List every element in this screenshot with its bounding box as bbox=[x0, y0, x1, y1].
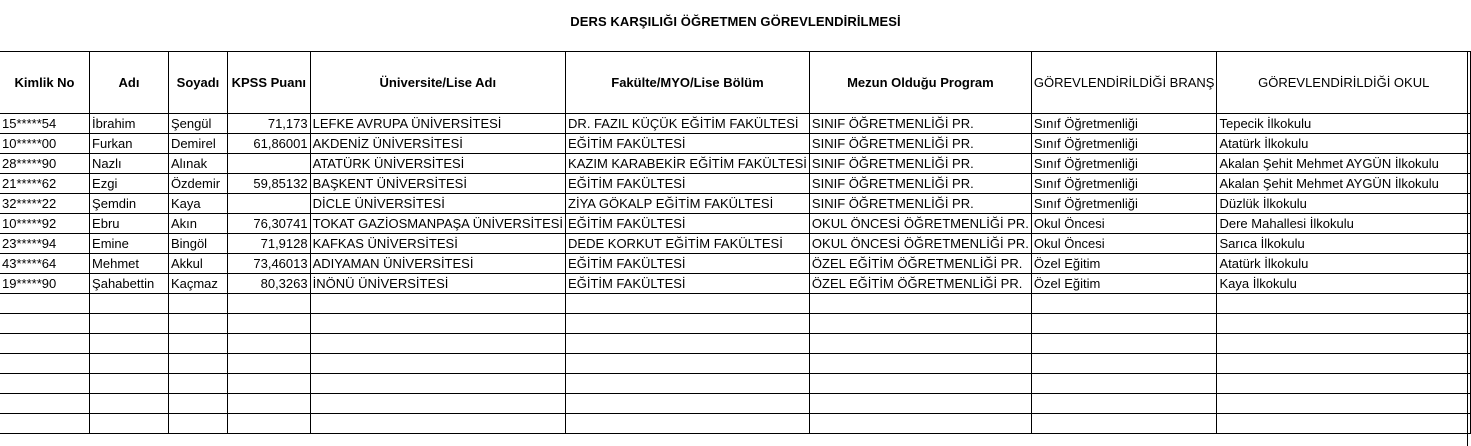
empty-cell[interactable] bbox=[0, 394, 90, 414]
empty-cell[interactable] bbox=[310, 314, 565, 334]
empty-cell[interactable] bbox=[566, 334, 810, 354]
kimlik-no-cell[interactable]: 15*****54 bbox=[0, 114, 90, 134]
soyadi-cell[interactable]: Kaçmaz bbox=[168, 274, 227, 294]
soyadi-cell[interactable]: Bingöl bbox=[168, 234, 227, 254]
empty-cell[interactable] bbox=[1031, 354, 1217, 374]
table-row bbox=[0, 354, 1471, 374]
empty-cell[interactable] bbox=[90, 354, 169, 374]
empty-cell[interactable] bbox=[90, 414, 169, 434]
adi-cell[interactable]: İbrahim bbox=[90, 114, 169, 134]
okul-cell[interactable]: Atatürk İlkokulu bbox=[1217, 254, 1471, 274]
empty-cell[interactable] bbox=[168, 354, 227, 374]
sheet-title: DERS KARŞILIĞI ÖĞRETMEN GÖREVLENDİRİLMESİ bbox=[570, 14, 901, 29]
assignment-table bbox=[0, 51, 1471, 434]
fakulte-cell[interactable]: ZİYA GÖKALP EĞİTİM FAKÜLTESİ bbox=[566, 194, 810, 214]
empty-cell[interactable] bbox=[0, 354, 90, 374]
empty-cell[interactable] bbox=[1031, 374, 1217, 394]
fakulte-cell[interactable]: KAZIM KARABEKİR EĞİTİM FAKÜLTESİ bbox=[566, 154, 810, 174]
empty-cell[interactable] bbox=[310, 294, 565, 314]
empty-cell[interactable] bbox=[566, 294, 810, 314]
table-row bbox=[0, 414, 1471, 434]
brans-cell[interactable]: Sınıf Öğretmenliği bbox=[1031, 154, 1217, 174]
empty-cell[interactable] bbox=[0, 414, 90, 434]
universite-cell[interactable]: ATATÜRK ÜNİVERSİTESİ bbox=[310, 154, 565, 174]
kimlik-no-cell[interactable]: 23*****94 bbox=[0, 234, 90, 254]
empty-cell[interactable] bbox=[310, 374, 565, 394]
empty-cell[interactable] bbox=[1031, 334, 1217, 354]
table-row bbox=[0, 394, 1471, 414]
empty-cell[interactable] bbox=[168, 394, 227, 414]
fakulte-cell[interactable]: EĞİTİM FAKÜLTESİ bbox=[566, 274, 810, 294]
universite-cell[interactable]: LEFKE AVRUPA ÜNİVERSİTESİ bbox=[310, 114, 565, 134]
fakulte-cell[interactable]: DR. FAZIL KÜÇÜK EĞİTİM FAKÜLTESİ bbox=[566, 114, 810, 134]
empty-cell[interactable] bbox=[1217, 354, 1471, 374]
empty-cell[interactable] bbox=[1217, 334, 1471, 354]
program-cell[interactable]: SINIF ÖĞRETMENLİĞİ PR. bbox=[809, 174, 1031, 194]
empty-cell[interactable] bbox=[1031, 394, 1217, 414]
okul-cell[interactable]: Akalan Şehit Mehmet AYGÜN İlkokulu bbox=[1217, 174, 1471, 194]
header-fakulte[interactable]: Fakülte/MYO/Lise Bölüm bbox=[566, 52, 810, 114]
kpss-puani-cell[interactable] bbox=[228, 154, 311, 174]
table-row bbox=[0, 274, 1471, 294]
empty-cell[interactable] bbox=[809, 394, 1031, 414]
universite-cell[interactable]: ADIYAMAN ÜNİVERSİTESİ bbox=[310, 254, 565, 274]
program-cell[interactable]: OKUL ÖNCESİ ÖĞRETMENLİĞİ PR. bbox=[809, 234, 1031, 254]
empty-cell[interactable] bbox=[310, 414, 565, 434]
empty-cell[interactable] bbox=[228, 294, 311, 314]
brans-cell[interactable]: Okul Öncesi bbox=[1031, 234, 1217, 254]
empty-cell[interactable] bbox=[310, 334, 565, 354]
okul-cell[interactable]: Düzlük İlkokulu bbox=[1217, 194, 1471, 214]
universite-cell[interactable]: BAŞKENT ÜNİVERSİTESİ bbox=[310, 174, 565, 194]
brans-cell[interactable]: Özel Eğitim bbox=[1031, 254, 1217, 274]
adi-cell[interactable]: Ebru bbox=[90, 214, 169, 234]
adi-cell[interactable]: Ezgi bbox=[90, 174, 169, 194]
kimlik-no-cell[interactable]: 21*****62 bbox=[0, 174, 90, 194]
universite-cell[interactable]: AKDENİZ ÜNİVERSİTESİ bbox=[310, 134, 565, 154]
brans-cell[interactable]: Okul Öncesi bbox=[1031, 214, 1217, 234]
empty-cell[interactable] bbox=[168, 334, 227, 354]
empty-cell[interactable] bbox=[90, 334, 169, 354]
header-okul[interactable]: GÖREVLENDİRİLDİĞİ OKUL bbox=[1217, 52, 1471, 114]
empty-cell[interactable] bbox=[1217, 294, 1471, 314]
kimlik-no-cell[interactable]: 10*****00 bbox=[0, 134, 90, 154]
empty-cell[interactable] bbox=[809, 314, 1031, 334]
empty-cell[interactable] bbox=[809, 334, 1031, 354]
empty-cell[interactable] bbox=[228, 374, 311, 394]
program-cell[interactable]: SINIF ÖĞRETMENLİĞİ PR. bbox=[809, 134, 1031, 154]
empty-cell[interactable] bbox=[566, 314, 810, 334]
table-row bbox=[0, 294, 1471, 314]
fakulte-cell[interactable]: DEDE KORKUT EĞİTİM FAKÜLTESİ bbox=[566, 234, 810, 254]
okul-cell[interactable]: Atatürk İlkokulu bbox=[1217, 134, 1471, 154]
kimlik-no-cell[interactable]: 10*****92 bbox=[0, 214, 90, 234]
empty-cell[interactable] bbox=[1217, 394, 1471, 414]
soyadi-cell[interactable]: Akın bbox=[168, 214, 227, 234]
header-row bbox=[0, 52, 1471, 114]
okul-cell[interactable]: Tepecik İlkokulu bbox=[1217, 114, 1471, 134]
adi-cell[interactable]: Nazlı bbox=[90, 154, 169, 174]
soyadi-cell[interactable]: Şengül bbox=[168, 114, 227, 134]
empty-cell[interactable] bbox=[90, 374, 169, 394]
program-cell[interactable]: SINIF ÖĞRETMENLİĞİ PR. bbox=[809, 154, 1031, 174]
brans-cell[interactable]: Sınıf Öğretmenliği bbox=[1031, 134, 1217, 154]
empty-cell[interactable] bbox=[566, 374, 810, 394]
kpss-puani-cell[interactable]: 71,9128 bbox=[228, 234, 311, 254]
kimlik-no-cell[interactable]: 43*****64 bbox=[0, 254, 90, 274]
soyadi-cell[interactable]: Kaya bbox=[168, 194, 227, 214]
empty-cell[interactable] bbox=[90, 394, 169, 414]
soyadi-cell[interactable]: Demirel bbox=[168, 134, 227, 154]
empty-cell[interactable] bbox=[809, 354, 1031, 374]
next-column-edge bbox=[1467, 51, 1471, 446]
soyadi-cell[interactable]: Akkul bbox=[168, 254, 227, 274]
empty-cell[interactable] bbox=[228, 394, 311, 414]
empty-cell[interactable] bbox=[809, 414, 1031, 434]
empty-cell[interactable] bbox=[0, 314, 90, 334]
kpss-puani-cell[interactable]: 59,85132 bbox=[228, 174, 311, 194]
empty-cell[interactable] bbox=[809, 374, 1031, 394]
header-brans[interactable]: GÖREVLENDİRİLDİĞİ BRANŞ bbox=[1031, 52, 1217, 114]
empty-cell[interactable] bbox=[566, 414, 810, 434]
kimlik-no-cell[interactable]: 19*****90 bbox=[0, 274, 90, 294]
brans-cell[interactable]: Özel Eğitim bbox=[1031, 274, 1217, 294]
okul-cell[interactable]: Dere Mahallesi İlkokulu bbox=[1217, 214, 1471, 234]
soyadi-cell[interactable]: Özdemir bbox=[168, 174, 227, 194]
kpss-puani-cell[interactable]: 76,30741 bbox=[228, 214, 311, 234]
empty-cell[interactable] bbox=[1217, 374, 1471, 394]
kpss-puani-cell[interactable]: 71,173 bbox=[228, 114, 311, 134]
empty-cell[interactable] bbox=[168, 374, 227, 394]
empty-cell[interactable] bbox=[90, 314, 169, 334]
adi-cell[interactable]: Emine bbox=[90, 234, 169, 254]
adi-cell[interactable]: Şahabettin bbox=[90, 274, 169, 294]
empty-cell[interactable] bbox=[1217, 414, 1471, 434]
empty-cell[interactable] bbox=[566, 354, 810, 374]
header-kimlik-no[interactable]: Kimlik No bbox=[0, 52, 90, 114]
header-mezun-program[interactable]: Mezun Olduğu Program bbox=[809, 52, 1031, 114]
empty-cell[interactable] bbox=[1031, 314, 1217, 334]
kpss-puani-cell[interactable] bbox=[228, 194, 311, 214]
adi-cell[interactable]: Furkan bbox=[90, 134, 169, 154]
empty-cell[interactable] bbox=[310, 394, 565, 414]
fakulte-cell[interactable]: EĞİTİM FAKÜLTESİ bbox=[566, 214, 810, 234]
table-row bbox=[0, 134, 1471, 154]
program-cell[interactable]: OKUL ÖNCESİ ÖĞRETMENLİĞİ PR. bbox=[809, 214, 1031, 234]
empty-cell[interactable] bbox=[168, 314, 227, 334]
program-cell[interactable]: SINIF ÖĞRETMENLİĞİ PR. bbox=[809, 114, 1031, 134]
empty-cell[interactable] bbox=[168, 294, 227, 314]
universite-cell[interactable]: DİCLE ÜNİVERSİTESİ bbox=[310, 194, 565, 214]
brans-cell[interactable]: Sınıf Öğretmenliği bbox=[1031, 194, 1217, 214]
header-universite[interactable]: Üniversite/Lise Adı bbox=[310, 52, 565, 114]
table-row bbox=[0, 254, 1471, 274]
table-row bbox=[0, 314, 1471, 334]
table-row bbox=[0, 334, 1471, 354]
empty-cell[interactable] bbox=[566, 394, 810, 414]
fakulte-cell[interactable]: EĞİTİM FAKÜLTESİ bbox=[566, 174, 810, 194]
table-row bbox=[0, 174, 1471, 194]
header-kpss-puani[interactable]: KPSS Puanı bbox=[228, 52, 311, 114]
table-row bbox=[0, 154, 1471, 174]
empty-cell[interactable] bbox=[228, 414, 311, 434]
kpss-puani-cell[interactable]: 73,46013 bbox=[228, 254, 311, 274]
okul-cell[interactable]: Kaya İlkokulu bbox=[1217, 274, 1471, 294]
empty-cell[interactable] bbox=[90, 294, 169, 314]
empty-cell[interactable] bbox=[1031, 294, 1217, 314]
empty-cell[interactable] bbox=[1217, 314, 1471, 334]
fakulte-cell[interactable]: EĞİTİM FAKÜLTESİ bbox=[566, 134, 810, 154]
empty-cell[interactable] bbox=[168, 414, 227, 434]
table-row bbox=[0, 194, 1471, 214]
table-row bbox=[0, 234, 1471, 254]
header-soyadi[interactable]: Soyadı bbox=[168, 52, 227, 114]
universite-cell[interactable]: KAFKAS ÜNİVERSİTESİ bbox=[310, 234, 565, 254]
empty-cell[interactable] bbox=[0, 294, 90, 314]
empty-cell[interactable] bbox=[228, 354, 311, 374]
table-row bbox=[0, 374, 1471, 394]
okul-cell[interactable]: Akalan Şehit Mehmet AYGÜN İlkokulu bbox=[1217, 154, 1471, 174]
fakulte-cell[interactable]: EĞİTİM FAKÜLTESİ bbox=[566, 254, 810, 274]
adi-cell[interactable]: Mehmet bbox=[90, 254, 169, 274]
header-adi[interactable]: Adı bbox=[90, 52, 169, 114]
soyadi-cell[interactable]: Alınak bbox=[168, 154, 227, 174]
empty-cell[interactable] bbox=[228, 314, 311, 334]
kpss-puani-cell[interactable]: 61,86001 bbox=[228, 134, 311, 154]
universite-cell[interactable]: İNÖNÜ ÜNİVERSİTESİ bbox=[310, 274, 565, 294]
table-row bbox=[0, 214, 1471, 234]
program-cell[interactable]: ÖZEL EĞİTİM ÖĞRETMENLİĞİ PR. bbox=[809, 274, 1031, 294]
empty-cell[interactable] bbox=[0, 334, 90, 354]
empty-cell[interactable] bbox=[809, 294, 1031, 314]
brans-cell[interactable]: Sınıf Öğretmenliği bbox=[1031, 114, 1217, 134]
brans-cell[interactable]: Sınıf Öğretmenliği bbox=[1031, 174, 1217, 194]
empty-cell[interactable] bbox=[0, 374, 90, 394]
empty-cell[interactable] bbox=[310, 354, 565, 374]
okul-cell[interactable]: Sarıca İlkokulu bbox=[1217, 234, 1471, 254]
kpss-puani-cell[interactable]: 80,3263 bbox=[228, 274, 311, 294]
adi-cell[interactable]: Şemdin bbox=[90, 194, 169, 214]
table-row bbox=[0, 114, 1471, 134]
kimlik-no-cell[interactable]: 32*****22 bbox=[0, 194, 90, 214]
empty-cell[interactable] bbox=[1031, 414, 1217, 434]
universite-cell[interactable]: TOKAT GAZİOSMANPAŞA ÜNİVERSİTESİ bbox=[310, 214, 565, 234]
kimlik-no-cell[interactable]: 28*****90 bbox=[0, 154, 90, 174]
program-cell[interactable]: SINIF ÖĞRETMENLİĞİ PR. bbox=[809, 194, 1031, 214]
empty-cell[interactable] bbox=[228, 334, 311, 354]
program-cell[interactable]: ÖZEL EĞİTİM ÖĞRETMENLİĞİ PR. bbox=[809, 254, 1031, 274]
